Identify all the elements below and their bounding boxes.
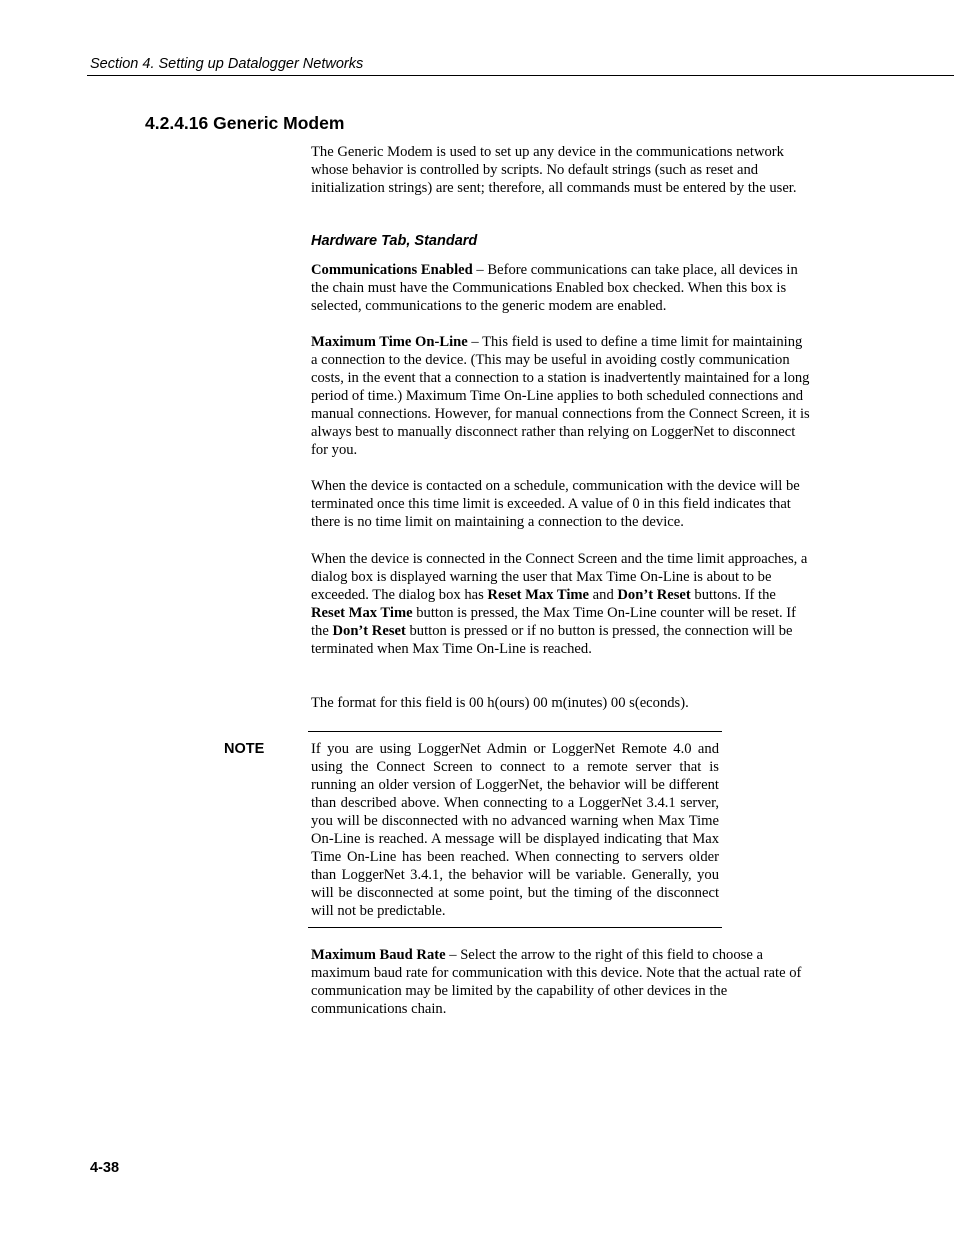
connect-paragraph [311,550,811,658]
reset-max-time-term: Reset Max Time [487,587,590,603]
format-text: The format for this field is 00 h(ours) 00 m(inutes) 00 s(econds). [311,695,689,711]
schedule-paragraph [311,477,811,531]
comm-enabled-paragraph [311,261,811,315]
intro-paragraph [311,143,811,197]
max-time-term: Maximum Time On-Line [311,334,468,350]
subheading: Hardware Tab, Standard [311,233,478,249]
max-time-paragraph [311,333,811,459]
max-baud-text: – Select the arrow to the right of this field to choose a maximum baud rate for communication with this device. Note that the actual rate of communication may be limited by the capability of other devices in the communications chain. [311,947,802,1017]
note-text: If you are using LoggerNet Admin or LoggerNet Remote 4.0 and using the Connect Screen to connect to a remote server that is running an older version of LoggerNet, the behavior will be different than described above. When connecting to a LoggerNet 3.4.1 server, you will be disconnected with no advanced warning when Max Time On-Line is reached. A message will be displayed indicating that Max Time On-Line has been reached. When connecting to servers older than LoggerNet 3.4.1, the behavior will be variable. Generally, you will be disconnected at some point, but the timing of the disconnect will not be predictable. [311,741,719,919]
comm-enabled-term: Communications Enabled [311,262,473,278]
section-heading: 4.2.4.16 Generic Modem [145,113,345,133]
connect-text-1: When the device is connected in the Connect Screen and the time limit approaches, a dialog box is displayed warning the user that Max Time On-Line is about to be exceeded. The dialog box has [311,551,808,603]
connect-text-4: button is pressed, the Max Time On-Line counter will be reset. If the [311,605,797,639]
page-number: 4-38 [90,1160,120,1176]
connect-text-2: and [589,587,618,603]
note-bottom-rule [308,927,722,928]
running-header: Section 4. Setting up Datalogger Networks [90,56,364,72]
format-paragraph [311,694,811,712]
schedule-text: When the device is contacted on a schedule, communication with the device will be terminated once this time limit is exceeded. A value of 0 in this field indicates that there is no time limit on maintaining a connection to the device. [311,478,800,530]
max-baud-paragraph [311,946,811,1018]
header-rule [87,75,954,76]
connect-text-3: buttons. If the [690,587,776,603]
intro-text: The Generic Modem is used to set up any device in the communications network whose behavior is controlled by scripts. No default strings (such as reset and initialization strings) are sent; therefore, all commands must be entered by the user. [311,144,797,196]
note-label: NOTE [224,741,265,757]
note-top-rule [308,731,722,732]
comm-enabled-text: – Before communications can take place, all devices in the chain must have the Communications Enabled box checked. When this box is selected, communications to the generic modem are enabled. [311,262,798,314]
connect-text-5: button is pressed or if no button is pressed, the connection will be terminated when Max Time On-Line is reached. [311,623,793,657]
max-time-text: – This field is used to define a time limit for maintaining a connection to the device. (This may be useful in avoiding costly communication costs, in the event that a connection to a station is inadvertently maintained for a long period of time.) Maximum Time On-Line applies to both scheduled connections and manual connections. However, for manual connections from the Connect Screen, it is always best to manually disconnect rather than relying on LoggerNet to disconnect for you. [311,334,810,458]
reset-max-time-term-2: Reset Max Time [311,605,413,621]
dont-reset-term: Don’t Reset [617,587,691,603]
max-baud-term: Maximum Baud Rate [311,947,446,963]
dont-reset-term-2: Don’t Reset [332,623,406,639]
